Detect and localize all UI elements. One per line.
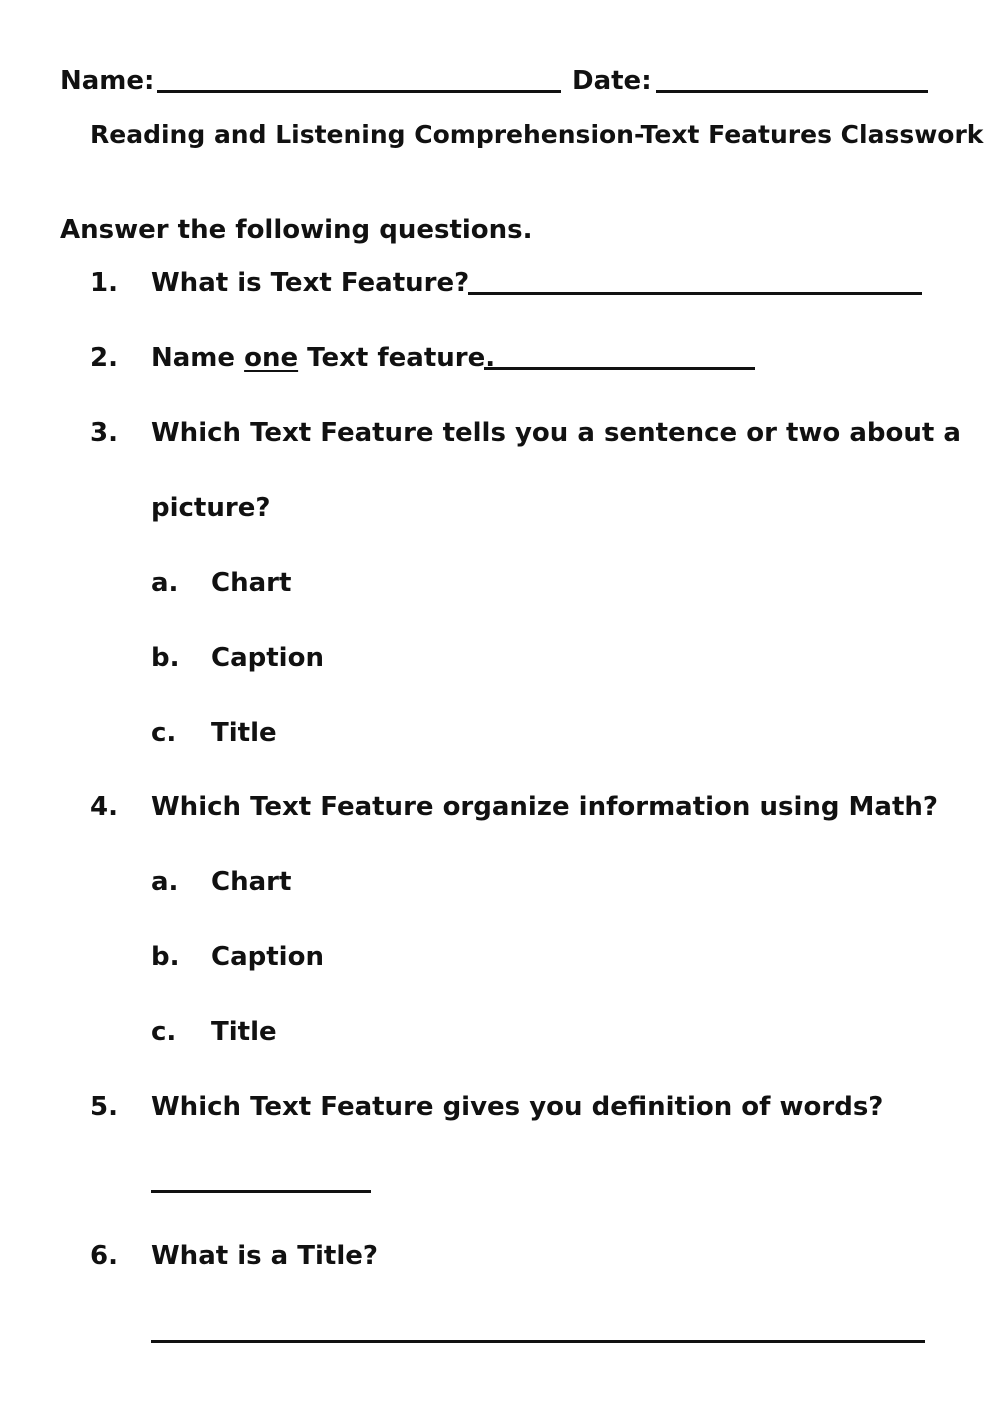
question-5-answer-line[interactable] — [151, 1190, 371, 1193]
question-4-number: 4. — [90, 792, 118, 822]
question-3-option-c[interactable]: Title — [211, 718, 277, 748]
question-6-number: 6. — [90, 1241, 118, 1271]
date-label: Date: — [572, 66, 652, 96]
question-4-option-b[interactable]: Caption — [211, 942, 324, 972]
question-2-underlined-word: one — [244, 343, 299, 373]
question-4-option-c-letter: c. — [151, 1017, 177, 1047]
question-3-number: 3. — [90, 418, 118, 448]
question-3-option-a-letter: a. — [151, 568, 179, 598]
question-5-text: Which Text Feature gives you definition of words? — [151, 1092, 884, 1122]
question-2-number: 2. — [90, 343, 118, 373]
question-2-text-before: Name — [151, 343, 245, 373]
question-3-option-a[interactable]: Chart — [211, 568, 292, 598]
question-4-option-a[interactable]: Chart — [211, 867, 292, 897]
question-6-text: What is a Title? — [151, 1241, 378, 1271]
worksheet-title: Reading and Listening Comprehension-Text Features Classwork — [90, 120, 984, 149]
name-input-line[interactable] — [157, 90, 561, 93]
question-2-text-after: Text feature. — [298, 343, 496, 373]
question-5-number: 5. — [90, 1092, 118, 1122]
question-3-option-b[interactable]: Caption — [211, 643, 324, 673]
question-4-option-b-letter: b. — [151, 942, 180, 972]
question-1-number: 1. — [90, 268, 118, 298]
question-2-text — [151, 345, 495, 371]
name-label: Name: — [60, 66, 155, 96]
question-1-text: What is Text Feature? — [151, 268, 470, 298]
question-3-option-b-letter: b. — [151, 643, 180, 673]
question-2-answer-line[interactable] — [484, 367, 755, 370]
question-4-text: Which Text Feature organize information using Math? — [151, 792, 938, 822]
date-input-line[interactable] — [656, 90, 928, 93]
question-4-option-c[interactable]: Title — [211, 1017, 277, 1047]
question-3-text-line-1: Which Text Feature tells you a sentence or two about a — [151, 418, 961, 448]
question-1-answer-line[interactable] — [468, 292, 922, 295]
question-4-option-a-letter: a. — [151, 867, 179, 897]
instructions-text: Answer the following questions. — [60, 215, 533, 245]
question-3-text-line-2: picture? — [151, 493, 271, 523]
question-3-option-c-letter: c. — [151, 718, 177, 748]
question-6-answer-line[interactable] — [151, 1340, 925, 1343]
